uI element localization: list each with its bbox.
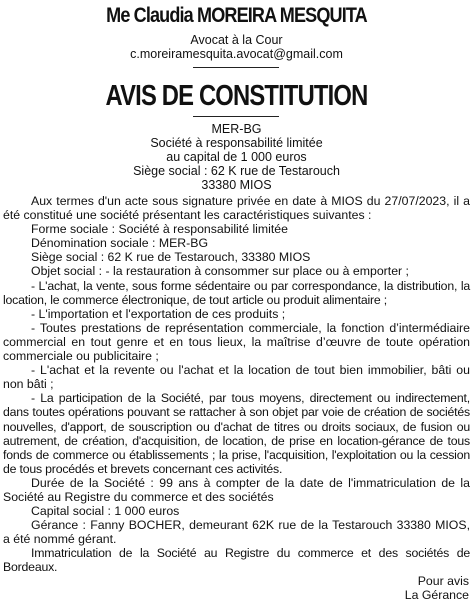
lawyer-email: c.moreiramesquita.avocat@gmail.com [130,47,343,61]
body-paragraph-duration: Durée de la Société : 99 ans à compter de la date de l'immatriculation de la Société au Registre du commerce et des sociétés [3,475,470,504]
lawyer-name: Me Claudia MOREIRA MESQUITA [106,4,367,27]
body-paragraph-management: Gérance : Fanny BOCHER, demeurant 62K rue de la Testarouch 33380 MIOS, a été nommé gérant. [3,518,470,547]
lawyer-role: Avocat à la Cour [190,33,283,47]
company-city: 33380 MIOS [201,178,272,192]
company-name: MER-BG [211,122,262,136]
body-paragraph-object-import: - L'importation et l'exportation de ces produits ; [31,306,286,321]
body-paragraph-denomination: Dénomination sociale : MER-BG [31,236,209,251]
body-paragraph-form: Forme sociale : Société à responsabilité limitée [31,222,288,237]
company-capital: au capital de 1 000 euros [166,150,307,164]
body-paragraph-object-sale: - L'achat, la vente, sous forme sédentaire ou par correspondance, la distribution, la location, le commerce électronique, de tout article ou produit alimentaire ; [3,278,470,307]
body-paragraph-object-representation: - Toutes prestations de représentation commerciale, la fonction d’intermédiaire commercial en tout genre et en tous lieux, la maîtrise d’œuvre de toute opération commerciale ou publicitaire ; [3,320,470,364]
notice-body [3,194,470,575]
notice-title: AVIS DE CONSTITUTION [105,80,368,112]
body-paragraph-capital: Capital social : 1 000 euros [31,504,180,519]
signoff-gerance: La Gérance [404,588,469,602]
company-form: Société à responsabilité limitée [150,136,323,150]
body-paragraph-object-realestate: - L'achat et la revente ou l'achat et la location de tout bien immobilier, bâti ou non bâti ; [3,363,470,392]
body-paragraph-object: Objet social : - la restauration à consommer sur place ou à emporter ; [31,264,409,279]
signoff-pour-avis: Pour avis [417,574,469,588]
company-seat: Siège social : 62 K rue de Testarouch [133,164,340,178]
header-divider [193,67,279,68]
body-paragraph-intro: Aux termes d'un acte sous signature privée en date à MIOS du 27/07/2023, il a été constitué une société présentant les caractéristiques suivantes : [3,194,470,223]
body-paragraph-registration: Immatriculation de la Société au Registre du commerce et des sociétés de Bordeaux. [3,546,470,575]
body-paragraph-seat: Siège social : 62 K rue de Testarouch, 33380 MIOS [31,250,311,265]
title-divider [193,116,279,117]
body-paragraph-object-participation: - La participation de la Société, par tous moyens, directement ou indirectement, dans toutes opérations pouvant se rattacher à son objet par voie de création de sociétés nouvelles, d'apport, de souscription ou d'achat de titres ou droits sociaux, de fusion ou autrement, de création, d'acquisition, de location, de prise en location-gérance de tous fonds de commerce ou établissements ; la prise, l'acquisition, l'exploitation ou la cession de tous procédés et brevets concernant ces activités. [3,391,470,476]
